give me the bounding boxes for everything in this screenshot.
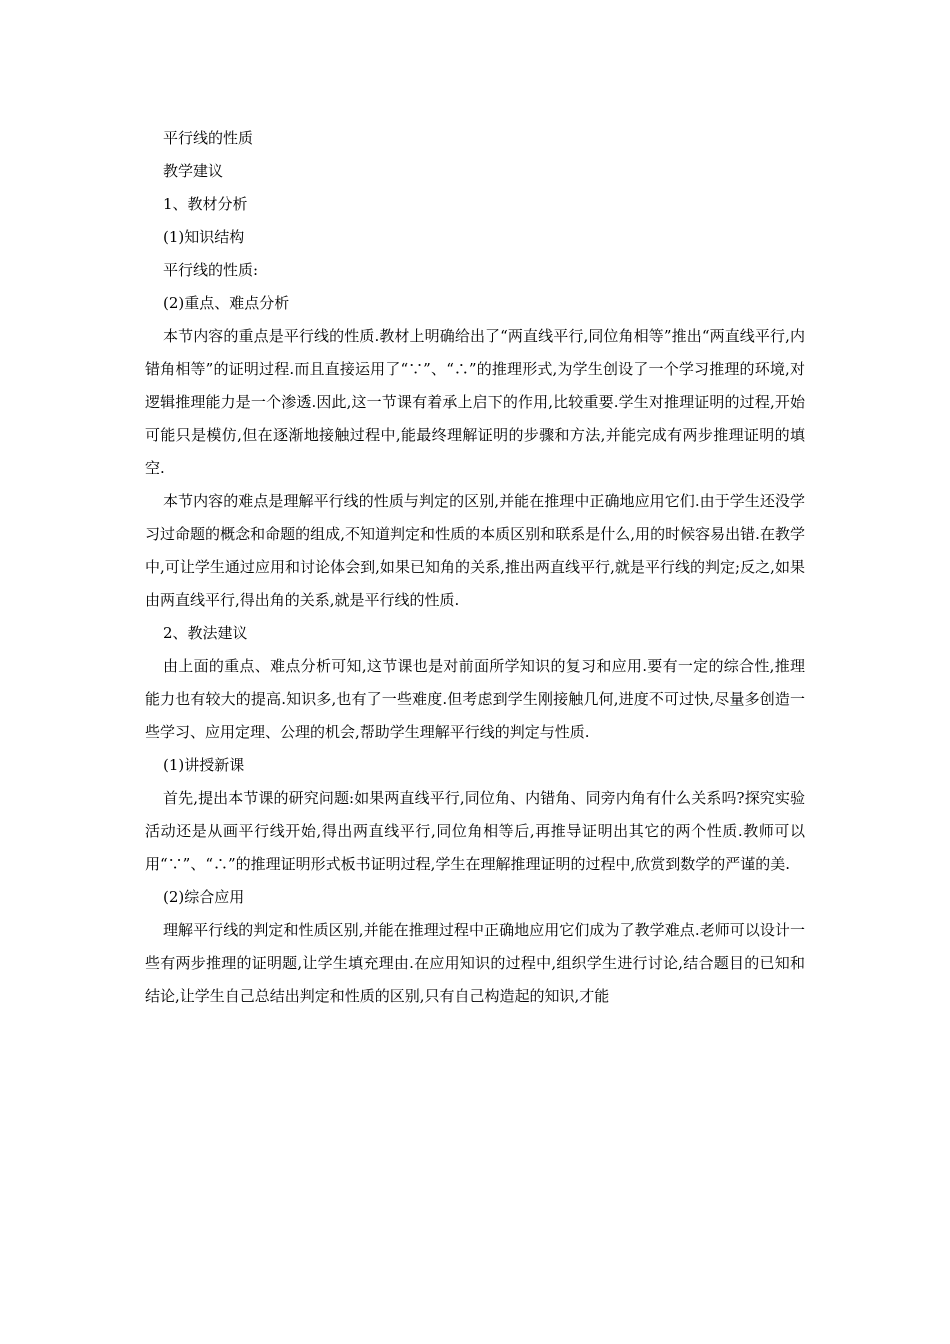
knowledge-text: 平行线的性质: xyxy=(163,261,259,279)
subheading-new-lesson: (1)讲授新课 xyxy=(163,756,245,774)
paragraph-method: 由上面的重点、难点分析可知,这节课也是对前面所学知识的复习和应用.要有一定的综合性,推理能力也有较大的提高.知识多,也有了一些难度.但考虑到学生刚接触几何,进度不可过快,尽量多创造一些学习、应用定理、公理的机会,帮助学生理解平行线的判定与性质. xyxy=(145,657,805,741)
document-body xyxy=(145,122,805,1013)
subheading-application: (2)综合应用 xyxy=(163,888,245,906)
heading-textbook-analysis: 1、教材分析 xyxy=(163,195,248,213)
paragraph-new-lesson: 首先,提出本节课的研究问题:如果两直线平行,同位角、内错角、同旁内角有什么关系吗?探究实验活动还是从画平行线开始,得出两直线平行,同位角相等后,再推导证明出其它的两个性质.教师可以用“∵”、“∴”的推理证明形式板书证明过程,学生在理解推理证明的过程中,欣赏到数学的严谨的美. xyxy=(145,789,805,873)
paragraph-difficulty: 本节内容的难点是理解平行线的性质与判定的区别,并能在推理中正确地应用它们.由于学生还没学习过命题的概念和命题的组成,不知道判定和性质的本质区别和联系是什么,用的时候容易出错.在教学中,可让学生通过应用和讨论体会到,如果已知角的关系,推出两直线平行,就是平行线的判定;反之,如果由两直线平行,得出角的关系,就是平行线的性质. xyxy=(145,492,805,609)
section-heading-teaching: 教学建议 xyxy=(163,162,224,180)
document-title: 平行线的性质 xyxy=(163,129,254,147)
heading-teaching-method: 2、教法建议 xyxy=(163,624,248,642)
paragraph-key-points: 本节内容的重点是平行线的性质.教材上明确给出了“两直线平行,同位角相等”推出“两直线平行,内错角相等”的证明过程.而且直接运用了“∵”、“∴”的推理形式,为学生创设了一个学习推理的环境,对逻辑推理能力是一个渗透.因此,这一节课有着承上启下的作用,比较重要.学生对推理证明的过程,开始可能只是模仿,但在逐渐地接触过程中,能最终理解证明的步骤和方法,并能完成有两步推理证明的填空. xyxy=(145,327,805,477)
subheading-key-difficulty: (2)重点、难点分析 xyxy=(163,294,290,312)
paragraph-application: 理解平行线的判定和性质区别,并能在推理过程中正确地应用它们成为了教学难点.老师可以设计一些有两步推理的证明题,让学生填充理由.在应用知识的过程中,组织学生进行讨论,结合题目的已知和结论,让学生自己总结出判定和性质的区别,只有自己构造起的知识,才能 xyxy=(145,921,805,1005)
subheading-knowledge-structure: (1)知识结构 xyxy=(163,228,245,246)
